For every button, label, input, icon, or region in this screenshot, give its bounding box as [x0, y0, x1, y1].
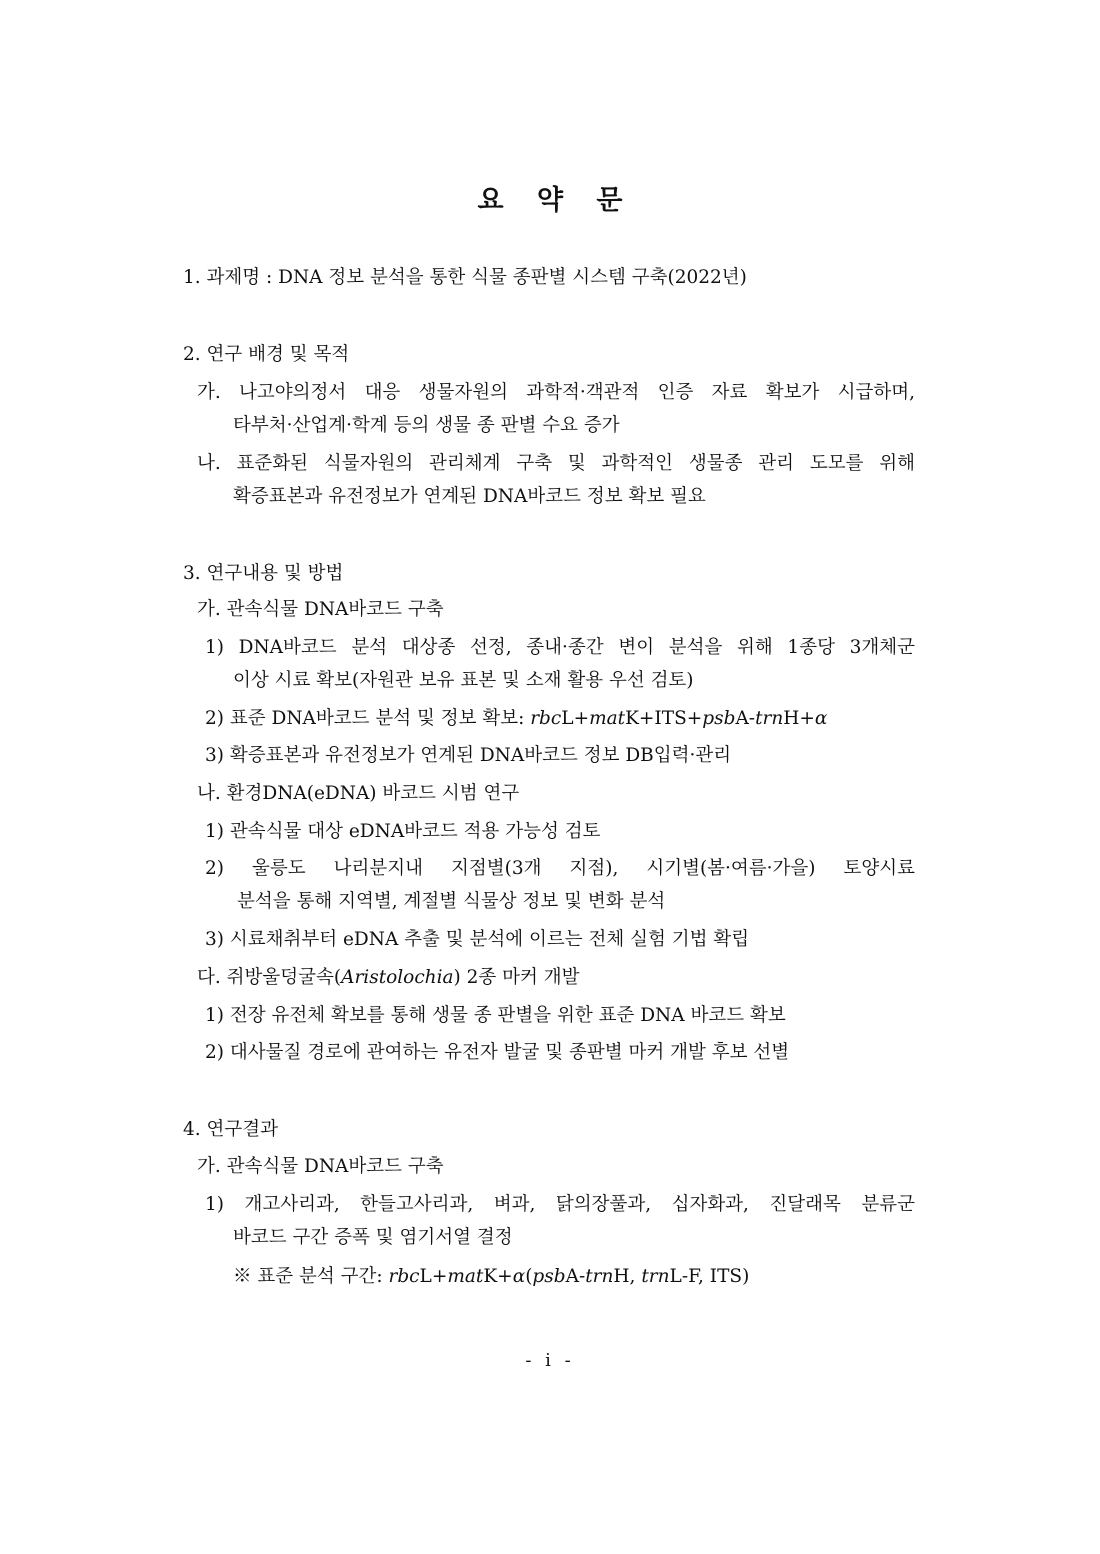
s4-ga-1-line2: 바코드 구간 증폭 및 염기서열 결정	[233, 1227, 513, 1248]
s3-ga-2-markers: 2) 표준 DNA바코드 분석 및 정보 확보: rbcL+matK+ITS+psbA-trnH+α	[205, 708, 828, 729]
s3-item-da: 다. 쥐방울덩굴속(Aristolochia) 2종 마커 개발	[197, 967, 580, 988]
s3-na-1: 1) 관속식물 대상 eDNA바코드 적용 가능성 검토	[205, 821, 601, 842]
s3-item-ga: 가. 관속식물 DNA바코드 구축	[197, 599, 444, 620]
page-number: - i -	[525, 1350, 575, 1371]
project-name: 1. 과제명 : DNA 정보 분석을 통한 식물 종판별 시스템 구축(2022년)	[183, 267, 747, 288]
s3-ga-3: 3) 확증표본과 유전정보가 연계된 DNA바코드 정보 DB입력·관리	[205, 745, 732, 766]
section-3-heading: 3. 연구내용 및 방법	[183, 563, 344, 584]
s3-item-na: 나. 환경DNA(eDNA) 바코드 시범 연구	[197, 783, 520, 804]
s2-item-na-line1: 나. 표준화된 식물자원의 관리체계 구축 및 과학적인 생물종 관리 도모를 위해	[197, 453, 915, 474]
section-2-heading: 2. 연구 배경 및 목적	[183, 344, 350, 365]
s4-item-ga: 가. 관속식물 DNA바코드 구축	[197, 1156, 444, 1177]
s4-ga-1-line1: 1) 개고사리과, 한들고사리과, 벼과, 닭의장풀과, 십자화과, 진달래목 분류군	[205, 1194, 915, 1215]
s3-na-2-line2: 분석을 통해 지역별, 계절별 식물상 정보 및 변화 분석	[237, 891, 666, 912]
s2-item-ga-line2: 타부처·산업계·학계 등의 생물 종 판별 수요 증가	[233, 415, 620, 436]
s3-ga-1-line1: 1) DNA바코드 분석 대상종 선정, 종내·종간 변이 분석을 위해 1종당 3개체군	[205, 637, 915, 658]
s3-da-2: 2) 대사물질 경로에 관여하는 유전자 발굴 및 종판별 마커 개발 후보 선별	[205, 1042, 790, 1063]
s2-item-ga-line1: 가. 나고야의정서 대응 생물자원의 과학적·객관적 인증 자료 확보가 시급하며,	[197, 382, 915, 403]
s3-da-1: 1) 전장 유전체 확보를 통해 생물 종 판별을 위한 표준 DNA 바코드 확보	[205, 1005, 786, 1026]
s3-ga-1-line2: 이상 시료 확보(자원관 보유 표본 및 소재 활용 우선 검토)	[233, 670, 694, 691]
s3-na-3: 3) 시료채취부터 eDNA 추출 및 분석에 이르는 전체 실험 기법 확립	[205, 929, 750, 950]
s3-na-2-line1: 2) 울릉도 나리분지내 지점별(3개 지점), 시기별(봄·여름·가을) 토양시료	[205, 858, 915, 879]
page-title: 요 약 문	[477, 185, 635, 216]
s2-item-na-line2: 확증표본과 유전정보가 연계된 DNA바코드 정보 확보 필요	[233, 486, 706, 507]
s4-standard-regions-note: ※ 표준 분석 구간: rbcL+matK+α(psbA-trnH, trnL-F, ITS)	[233, 1266, 750, 1287]
section-4-heading: 4. 연구결과	[183, 1119, 279, 1140]
